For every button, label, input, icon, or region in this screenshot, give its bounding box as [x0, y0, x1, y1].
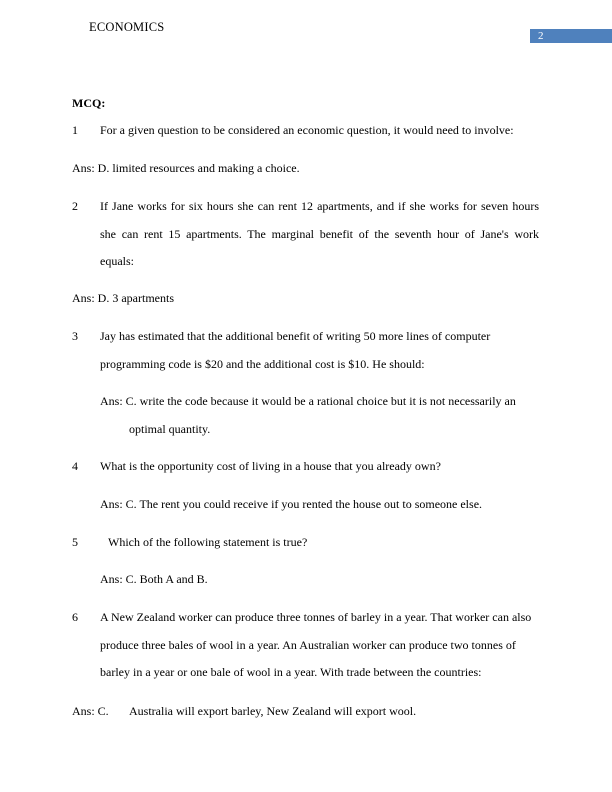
question-number: 6: [72, 610, 78, 624]
question-text: she can rent 15 apartments. The marginal benefit of the seventh hour of Jane's work: [100, 227, 539, 241]
answer-text: Ans: D. 3 apartments: [72, 291, 174, 305]
answer-text: Ans: C. write the code because it would be a rational choice but it is not necessarily an: [100, 394, 516, 408]
answer-text: Ans: C. The rent you could receive if you rented the house out to someone else.: [100, 497, 483, 511]
answer-label: Ans: C.: [72, 704, 109, 718]
question-text: A New Zealand worker can produce three tonnes of barley in a year. That worker can also: [100, 610, 532, 624]
answer-text: Australia will export barley, New Zealand will export wool.: [129, 704, 417, 718]
question-text: barley in a year or one bale of wool in a year. With trade between the countries:: [100, 665, 482, 679]
question-number: 4: [72, 459, 78, 473]
question-text: produce three bales of wool in a year. An Australian worker can produce two tonnes of: [100, 638, 516, 652]
question-number: 1: [72, 123, 78, 137]
answer-text: Ans: D. limited resources and making a choice.: [72, 161, 300, 175]
question-text: Which of the following statement is true?: [108, 535, 308, 549]
question-text: For a given question to be considered an economic question, it would need to involve:: [100, 123, 514, 137]
question-text: If Jane works for six hours she can rent 12 apartments, and if she works for seven hours: [100, 199, 539, 213]
question-text: Jay has estimated that the additional benefit of writing 50 more lines of computer: [100, 329, 491, 343]
answer-text: Ans: C. Both A and B.: [100, 572, 208, 586]
answer-text: optimal quantity.: [129, 422, 211, 436]
question-text: What is the opportunity cost of living in a house that you already own?: [100, 459, 441, 473]
question-text: programming code is $20 and the additional cost is $10. He should:: [100, 357, 425, 371]
header-title: ECONOMICS: [89, 20, 165, 34]
section-title: MCQ:: [72, 96, 106, 110]
question-number: 2: [72, 199, 78, 213]
page-number-badge: 2: [530, 29, 612, 43]
question-number: 5: [72, 535, 78, 549]
question-text: equals:: [100, 254, 134, 268]
question-number: 3: [72, 329, 78, 343]
